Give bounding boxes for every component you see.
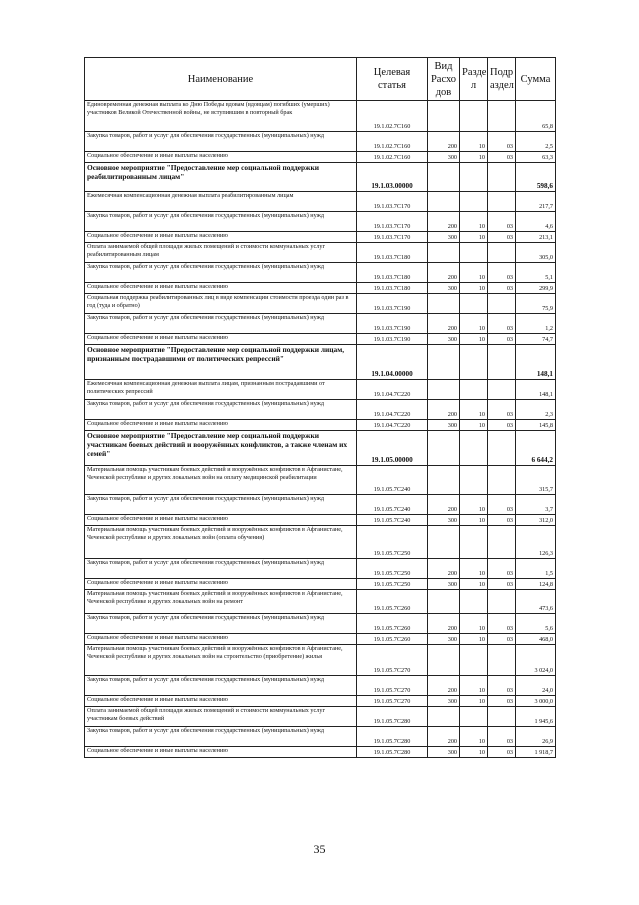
cell-code: 19.1.03.7С180 — [357, 263, 428, 283]
table-row — [85, 283, 556, 294]
cell-code: 19.1.03.7С190 — [357, 294, 428, 314]
cell-name: Материальная помощь участникам боевых действий и вооружённых конфликтов в Афганистане, Чеченской республике и других локальных войн (оплата обучения) — [85, 526, 357, 559]
cell-vid: 200 — [428, 559, 460, 579]
table-row — [85, 614, 556, 634]
cell-razd: 10 — [460, 334, 488, 345]
cell-code: 19.1.02.7С160 — [357, 101, 428, 132]
table-row — [85, 152, 556, 163]
cell-sum: 315,7 — [516, 466, 556, 495]
cell-sum: 145,8 — [516, 420, 556, 431]
cell-sum: 75,9 — [516, 294, 556, 314]
cell-code: 19.1.05.7С260 — [357, 590, 428, 614]
cell-razd: 10 — [460, 232, 488, 243]
cell-podr — [488, 466, 516, 495]
table-row — [85, 526, 556, 559]
cell-podr: 03 — [488, 263, 516, 283]
cell-code: 19.1.05.7С260 — [357, 634, 428, 645]
cell-vid: 200 — [428, 400, 460, 420]
cell-sum: 6 644,2 — [516, 431, 556, 466]
cell-razd: 10 — [460, 263, 488, 283]
cell-vid — [428, 645, 460, 676]
cell-podr — [488, 526, 516, 559]
cell-code: 19.1.03.7С170 — [357, 212, 428, 232]
cell-vid — [428, 294, 460, 314]
cell-name: Оплата занимаемой общей площади жилых помещений и стоимости коммунальных услуг участникам боевых действий — [85, 707, 357, 727]
cell-podr: 03 — [488, 696, 516, 707]
cell-podr — [488, 192, 516, 212]
cell-sum: 1,2 — [516, 314, 556, 334]
cell-code: 19.1.05.00000 — [357, 431, 428, 466]
cell-razd: 10 — [460, 314, 488, 334]
cell-razd: 10 — [460, 747, 488, 758]
cell-name: Закупка товаров, работ и услуг для обеспечения государственных (муниципальных) нужд — [85, 132, 357, 152]
table-body — [85, 101, 556, 758]
cell-razd: 10 — [460, 696, 488, 707]
table-row — [85, 101, 556, 132]
cell-podr: 03 — [488, 614, 516, 634]
table-row — [85, 212, 556, 232]
cell-vid: 200 — [428, 495, 460, 515]
cell-podr: 03 — [488, 634, 516, 645]
cell-razd: 10 — [460, 495, 488, 515]
cell-podr: 03 — [488, 283, 516, 294]
cell-podr — [488, 380, 516, 400]
cell-code: 19.1.05.7С270 — [357, 676, 428, 696]
cell-vid: 300 — [428, 634, 460, 645]
cell-sum: 2,3 — [516, 400, 556, 420]
cell-razd — [460, 101, 488, 132]
cell-razd: 10 — [460, 283, 488, 294]
cell-podr: 03 — [488, 676, 516, 696]
cell-vid: 200 — [428, 676, 460, 696]
table-row — [85, 294, 556, 314]
cell-name: Социальное обеспечение и иные выплаты населению — [85, 696, 357, 707]
cell-name: Закупка товаров, работ и услуг для обеспечения государственных (муниципальных) нужд — [85, 263, 357, 283]
cell-code: 19.1.05.7С280 — [357, 727, 428, 747]
cell-vid — [428, 590, 460, 614]
table-row — [85, 466, 556, 495]
cell-sum: 24,0 — [516, 676, 556, 696]
cell-code: 19.1.04.7С220 — [357, 400, 428, 420]
cell-code: 19.1.05.7С240 — [357, 466, 428, 495]
cell-vid — [428, 192, 460, 212]
cell-vid: 200 — [428, 263, 460, 283]
cell-name: Основное мероприятие "Предоставление мер социальной поддержки лицам, признанным пострадавшими от политических репрессий" — [85, 345, 357, 380]
cell-podr — [488, 294, 516, 314]
cell-vid: 200 — [428, 132, 460, 152]
table-row — [85, 747, 556, 758]
cell-podr: 03 — [488, 579, 516, 590]
cell-vid: 300 — [428, 152, 460, 163]
cell-sum: 148,1 — [516, 345, 556, 380]
cell-code: 19.1.05.7С250 — [357, 526, 428, 559]
cell-code: 19.1.03.7С180 — [357, 283, 428, 294]
cell-podr: 03 — [488, 232, 516, 243]
table-row — [85, 590, 556, 614]
cell-code: 19.1.03.00000 — [357, 163, 428, 192]
cell-code: 19.1.03.7С190 — [357, 314, 428, 334]
cell-code: 19.1.05.7С260 — [357, 614, 428, 634]
table-row-main-activity — [85, 345, 556, 380]
cell-code: 19.1.03.7С170 — [357, 232, 428, 243]
cell-vid: 300 — [428, 283, 460, 294]
cell-razd — [460, 590, 488, 614]
cell-vid: 200 — [428, 727, 460, 747]
cell-sum: 124,8 — [516, 579, 556, 590]
table-row — [85, 495, 556, 515]
cell-sum: 5,1 — [516, 263, 556, 283]
cell-sum: 305,0 — [516, 243, 556, 263]
cell-name: Оплата занимаемой общей площади жилых помещений и стоимости коммунальных услуг реабилитированным лицам — [85, 243, 357, 263]
cell-name: Социальное обеспечение и иные выплаты населению — [85, 515, 357, 526]
cell-sum: 213,1 — [516, 232, 556, 243]
header-vid: Вид Расхо дов — [428, 58, 460, 101]
cell-sum: 1 918,7 — [516, 747, 556, 758]
cell-code: 19.1.02.7С160 — [357, 152, 428, 163]
budget-table — [84, 57, 556, 758]
cell-razd: 10 — [460, 614, 488, 634]
cell-vid — [428, 101, 460, 132]
cell-code: 19.1.05.7С270 — [357, 696, 428, 707]
cell-sum: 312,0 — [516, 515, 556, 526]
cell-podr — [488, 243, 516, 263]
cell-name: Материальная помощь участникам боевых действий и вооружённых конфликтов в Афганистане, Чеченской республике и других локальных войн на ремонт — [85, 590, 357, 614]
cell-sum: 148,1 — [516, 380, 556, 400]
cell-sum: 3,7 — [516, 495, 556, 515]
table-row — [85, 634, 556, 645]
table-row — [85, 243, 556, 263]
cell-code: 19.1.05.7С280 — [357, 747, 428, 758]
cell-vid — [428, 707, 460, 727]
cell-code: 19.1.05.7С280 — [357, 707, 428, 727]
cell-sum: 126,3 — [516, 526, 556, 559]
table-row — [85, 559, 556, 579]
cell-podr — [488, 163, 516, 192]
header-name: Наименование — [85, 58, 357, 101]
cell-razd: 10 — [460, 212, 488, 232]
table-row — [85, 420, 556, 431]
cell-razd: 10 — [460, 559, 488, 579]
cell-code: 19.1.03.7С170 — [357, 192, 428, 212]
cell-name: Социальное обеспечение и иные выплаты населению — [85, 152, 357, 163]
table-row-main-activity — [85, 163, 556, 192]
cell-sum: 473,6 — [516, 590, 556, 614]
cell-vid: 300 — [428, 579, 460, 590]
cell-podr: 03 — [488, 314, 516, 334]
cell-podr: 03 — [488, 420, 516, 431]
header-podr: Подр аздел — [488, 58, 516, 101]
cell-razd — [460, 431, 488, 466]
cell-razd — [460, 345, 488, 380]
cell-razd — [460, 466, 488, 495]
cell-name: Закупка товаров, работ и услуг для обеспечения государственных (муниципальных) нужд — [85, 727, 357, 747]
table-row — [85, 263, 556, 283]
cell-podr — [488, 590, 516, 614]
cell-vid — [428, 431, 460, 466]
page-number: 35 — [313, 842, 326, 856]
table-row — [85, 192, 556, 212]
cell-podr: 03 — [488, 334, 516, 345]
table-row — [85, 579, 556, 590]
cell-sum: 63,3 — [516, 152, 556, 163]
cell-name: Основное мероприятие "Предоставление мер социальной поддержки реабилитированным лицам" — [85, 163, 357, 192]
cell-vid: 300 — [428, 232, 460, 243]
cell-vid: 300 — [428, 696, 460, 707]
cell-vid — [428, 345, 460, 380]
cell-podr — [488, 707, 516, 727]
cell-sum: 74,7 — [516, 334, 556, 345]
cell-razd: 10 — [460, 152, 488, 163]
cell-code: 19.1.03.7С190 — [357, 334, 428, 345]
cell-podr: 03 — [488, 559, 516, 579]
cell-podr: 03 — [488, 152, 516, 163]
cell-name: Основное мероприятие "Предоставление мер социальной поддержки участникам боевых действий и вооружённых конфликтов, а также членам их семей" — [85, 431, 357, 466]
cell-name: Ежемесячная компенсационная денежная выплата реабилитированным лицам — [85, 192, 357, 212]
cell-sum: 1,5 — [516, 559, 556, 579]
cell-razd: 10 — [460, 420, 488, 431]
cell-vid: 300 — [428, 420, 460, 431]
cell-name: Социальное обеспечение и иные выплаты населению — [85, 334, 357, 345]
cell-podr — [488, 101, 516, 132]
cell-razd: 10 — [460, 634, 488, 645]
cell-code: 19.1.04.7С220 — [357, 380, 428, 400]
table-row — [85, 314, 556, 334]
cell-vid — [428, 380, 460, 400]
table-row — [85, 400, 556, 420]
cell-podr: 03 — [488, 212, 516, 232]
cell-razd — [460, 294, 488, 314]
cell-sum: 26,9 — [516, 727, 556, 747]
cell-code: 19.1.04.00000 — [357, 345, 428, 380]
cell-podr: 03 — [488, 495, 516, 515]
cell-name: Материальная помощь участникам боевых действий и вооружённых конфликтов в Афганистане, Чеченской республике и других локальных войн на оплату медицинской реабилитации — [85, 466, 357, 495]
table-row — [85, 380, 556, 400]
cell-podr — [488, 431, 516, 466]
table-row — [85, 707, 556, 727]
cell-vid: 300 — [428, 334, 460, 345]
cell-razd: 10 — [460, 400, 488, 420]
cell-name: Закупка товаров, работ и услуг для обеспечения государственных (муниципальных) нужд — [85, 212, 357, 232]
cell-name: Социальная поддержка реабилитированных лиц в виде компенсации стоимости проезда один раз в год (туда и обратно) — [85, 294, 357, 314]
cell-vid: 200 — [428, 212, 460, 232]
cell-razd: 10 — [460, 727, 488, 747]
cell-name: Закупка товаров, работ и услуг для обеспечения государственных (муниципальных) нужд — [85, 676, 357, 696]
cell-vid — [428, 466, 460, 495]
cell-sum: 65,8 — [516, 101, 556, 132]
cell-razd — [460, 645, 488, 676]
cell-name: Социальное обеспечение и иные выплаты населению — [85, 232, 357, 243]
cell-name: Социальное обеспечение и иные выплаты населению — [85, 579, 357, 590]
table-row — [85, 727, 556, 747]
cell-razd — [460, 243, 488, 263]
cell-code: 19.1.03.7С180 — [357, 243, 428, 263]
cell-name: Социальное обеспечение и иные выплаты населению — [85, 747, 357, 758]
table-row — [85, 696, 556, 707]
cell-sum: 299,9 — [516, 283, 556, 294]
cell-name: Закупка товаров, работ и услуг для обеспечения государственных (муниципальных) нужд — [85, 400, 357, 420]
header-code: Целевая статья — [357, 58, 428, 101]
cell-razd — [460, 707, 488, 727]
cell-code: 19.1.02.7С160 — [357, 132, 428, 152]
cell-sum: 2,5 — [516, 132, 556, 152]
cell-vid: 300 — [428, 515, 460, 526]
header-razd: Разде л — [460, 58, 488, 101]
table-row — [85, 515, 556, 526]
cell-vid — [428, 243, 460, 263]
cell-podr: 03 — [488, 727, 516, 747]
cell-razd: 10 — [460, 515, 488, 526]
cell-razd — [460, 163, 488, 192]
cell-podr: 03 — [488, 515, 516, 526]
cell-sum: 5,6 — [516, 614, 556, 634]
table-row — [85, 676, 556, 696]
cell-sum: 4,6 — [516, 212, 556, 232]
cell-name: Закупка товаров, работ и услуг для обеспечения государственных (муниципальных) нужд — [85, 559, 357, 579]
cell-razd: 10 — [460, 579, 488, 590]
cell-vid: 300 — [428, 747, 460, 758]
cell-sum: 217,7 — [516, 192, 556, 212]
cell-sum: 3 024,0 — [516, 645, 556, 676]
cell-podr — [488, 345, 516, 380]
cell-razd: 10 — [460, 132, 488, 152]
cell-code: 19.1.04.7С220 — [357, 420, 428, 431]
cell-podr: 03 — [488, 400, 516, 420]
table-row — [85, 334, 556, 345]
table-row — [85, 645, 556, 676]
cell-podr: 03 — [488, 747, 516, 758]
cell-razd — [460, 380, 488, 400]
cell-code: 19.1.05.7С270 — [357, 645, 428, 676]
cell-name: Закупка товаров, работ и услуг для обеспечения государственных (муниципальных) нужд — [85, 495, 357, 515]
cell-podr: 03 — [488, 132, 516, 152]
cell-razd: 10 — [460, 676, 488, 696]
cell-vid — [428, 526, 460, 559]
cell-podr — [488, 645, 516, 676]
cell-name: Социальное обеспечение и иные выплаты населению — [85, 420, 357, 431]
table-row — [85, 232, 556, 243]
table-header-row — [85, 58, 556, 101]
cell-name: Единовременная денежная выплата ко Дню Победы вдовам (вдовцам) погибших (умерших) участников Великой Отечественной войны, не вступившим в повторный брак — [85, 101, 357, 132]
cell-vid: 200 — [428, 614, 460, 634]
cell-code: 19.1.05.7С250 — [357, 559, 428, 579]
cell-name: Закупка товаров, работ и услуг для обеспечения государственных (муниципальных) нужд — [85, 614, 357, 634]
cell-sum: 3 000,0 — [516, 696, 556, 707]
cell-vid — [428, 163, 460, 192]
cell-code: 19.1.05.7С240 — [357, 515, 428, 526]
cell-name: Материальная помощь участникам боевых действий и вооружённых конфликтов в Афганистане, Чеченской республике и других локальных войн на строительство (приобретение) жилья — [85, 645, 357, 676]
cell-sum: 598,6 — [516, 163, 556, 192]
cell-razd — [460, 526, 488, 559]
cell-code: 19.1.05.7С250 — [357, 579, 428, 590]
cell-sum: 468,0 — [516, 634, 556, 645]
cell-razd — [460, 192, 488, 212]
table-row-main-activity — [85, 431, 556, 466]
cell-name: Ежемесячная компенсационная денежная выплата лицам, признанным пострадавшими от политических репрессий — [85, 380, 357, 400]
cell-name: Социальное обеспечение и иные выплаты населению — [85, 283, 357, 294]
cell-name: Социальное обеспечение и иные выплаты населению — [85, 634, 357, 645]
table-row — [85, 132, 556, 152]
cell-name: Закупка товаров, работ и услуг для обеспечения государственных (муниципальных) нужд — [85, 314, 357, 334]
cell-sum: 1 945,6 — [516, 707, 556, 727]
cell-vid: 200 — [428, 314, 460, 334]
cell-code: 19.1.05.7С240 — [357, 495, 428, 515]
header-sum: Сумма — [516, 58, 556, 101]
